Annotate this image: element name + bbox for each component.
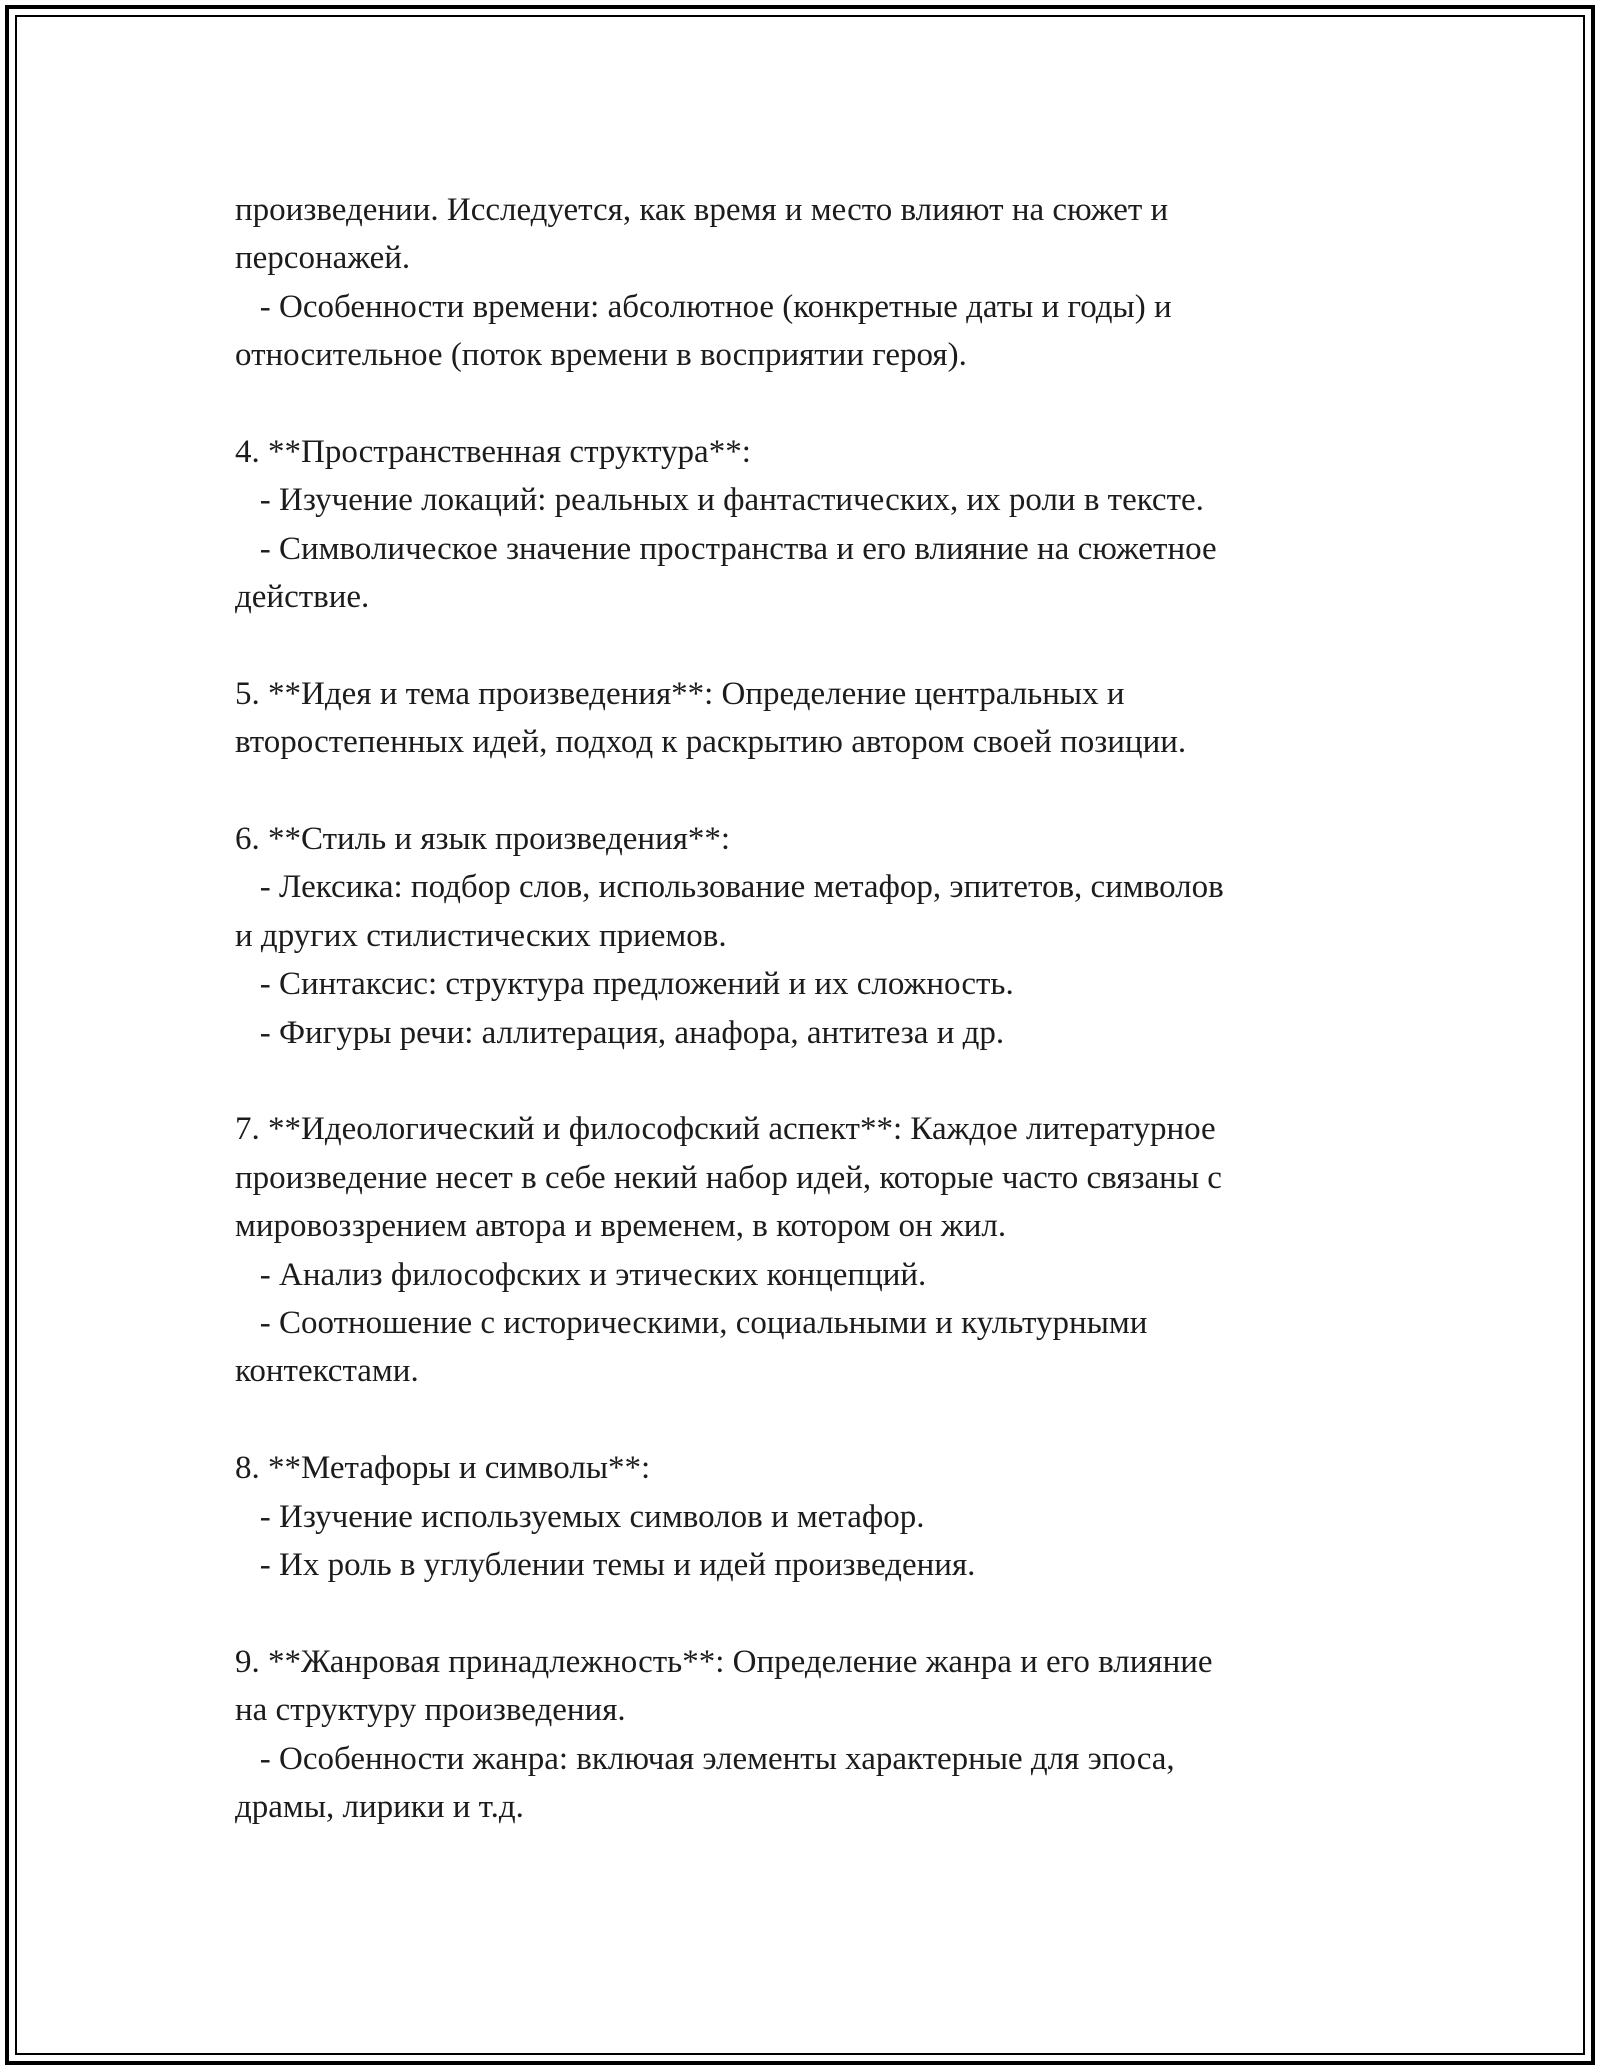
text-line: мировоззрением автора и временем, в котором он жил. [235,1208,1007,1245]
section-heading-8: 8. **Метафоры и символы**: [235,1450,651,1487]
text-line: - Соотношение с историческими, социальными и культурными [235,1304,1148,1341]
blank-line [235,1589,1435,1637]
text-line: - Их роль в углублении темы и идей произведения. [235,1546,976,1583]
text-line: - Анализ философских и этических концепций. [235,1256,927,1293]
text-line: - Лексика: подбор слов, использование метафор, эпитетов, символов [235,869,1224,906]
text-line: контекстами. [235,1353,419,1390]
section-heading-7: 7. **Идеологический и философский аспект**: Каждое литературное [235,1111,1216,1148]
text-line: и других стилистических приемов. [235,917,727,954]
blank-line [235,1057,1435,1105]
text-line: - Фигуры речи: аллитерация, анафора, антитеза и др. [235,1014,1005,1051]
text-line: на структуру произведения. [235,1692,626,1729]
text-line: - Изучение локаций: реальных и фантастических, их роли в тексте. [235,482,1204,519]
blank-line [235,767,1435,815]
blank-line [235,380,1435,428]
section-heading-6: 6. **Стиль и язык произведения**: [235,821,731,858]
blank-line [235,622,1435,670]
text-line: - Изучение используемых символов и метафор. [235,1498,925,1535]
text-line: - Особенности времени: абсолютное (конкретные даты и годы) и [235,288,1172,325]
section-heading-4: 4. **Пространственная структура**: [235,433,751,470]
blank-line [235,1396,1435,1444]
text-line: произведение несет в себе некий набор идей, которые часто связаны с [235,1159,1222,1196]
text-line: действие. [235,579,370,616]
text-line: - Символическое значение пространства и его влияние на сюжетное [235,530,1217,567]
section-heading-5: 5. **Идея и тема произведения**: Определение центральных и [235,675,1125,712]
section-heading-9: 9. **Жанровая принадлежность**: Определение жанра и его влияние [235,1643,1213,1680]
text-line: второстепенных идей, подход к раскрытию автором своей позиции. [235,724,1187,761]
text-line: относительное (поток времени в восприятии героя). [235,337,967,374]
text-line: произведении. Исследуется, как время и место влияют на сюжет и [235,192,1169,228]
document-text [235,186,1435,1831]
text-line: - Особенности жанра: включая элементы характерные для эпоса, [235,1740,1175,1777]
text-line: персонажей. [235,240,411,277]
text-line: драмы, лирики и т.д. [235,1788,524,1825]
text-line: - Синтаксис: структура предложений и их сложность. [235,966,1014,1003]
